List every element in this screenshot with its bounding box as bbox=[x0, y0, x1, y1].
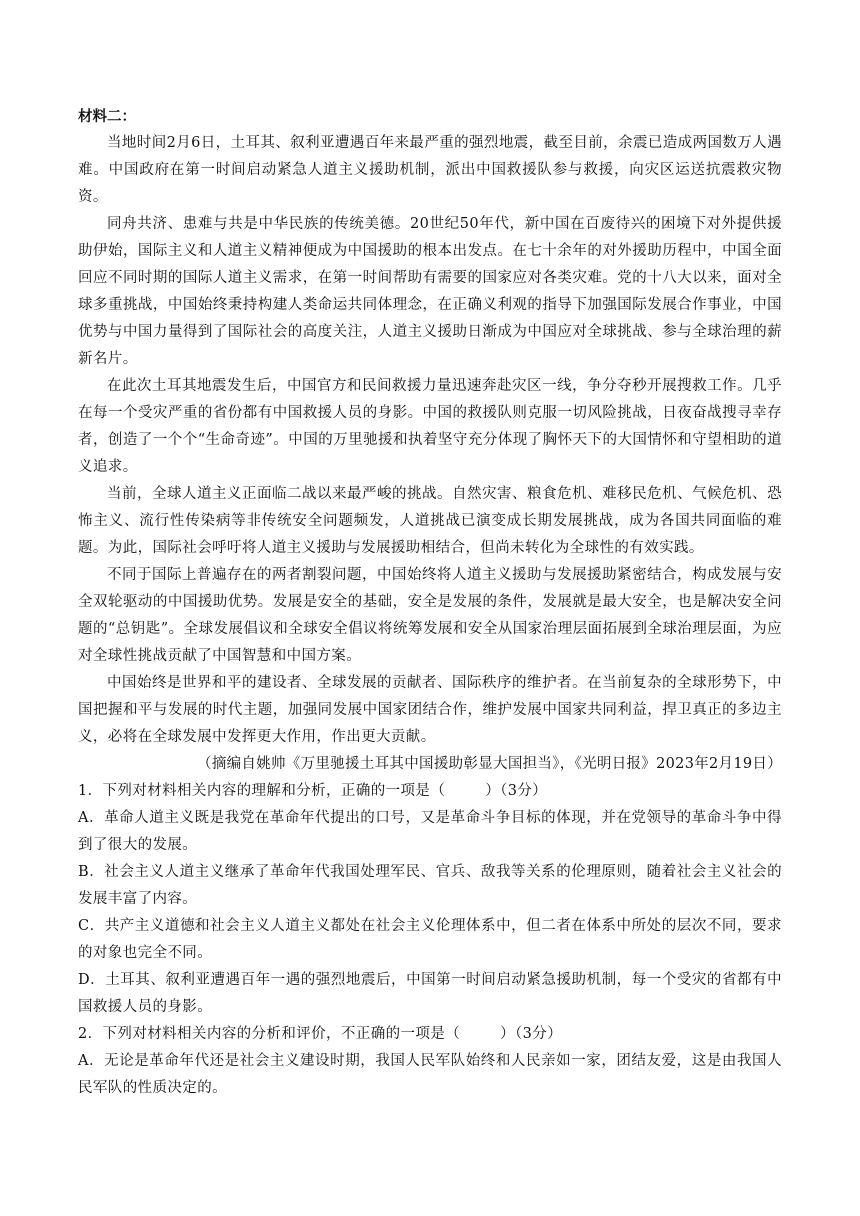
material-paragraph-3: 在此次土耳其地震发生后，中国官方和民间救援力量迅速奔赴灾区一线，争分夺秒开展搜救工作。几乎在每一个受灾严重的省份都有中国救援人员的身影。中国的救援队则克服一切风险挑战，日夜奋战搜寻幸存者，创造了一个个“生命奇迹”。中国的万里驰援和执着坚守充分体现了胸怀天下的大国情怀和守望相助的道义追求。 bbox=[78, 378, 782, 475]
material-paragraph-2: 同舟共济、患难与共是中华民族的传统美德。20世纪50年代，新中国在百废待兴的困境下对外提供援助伊始，国际主义和人道主义精神便成为中国援助的根本出发点。在七十余年的对外援助历程中，中国全面回应不同时期的国际人道主义需求，在第一时间帮助有需要的国家应对各类灾难。党的十八大以来，面对全球多重挑战，中国始终秉持构建人类命运共同体理念，在正确义利观的指导下加强国际发展合作事业，中国优势与中国力量得到了国际社会的高度关注，人道主义援助日渐成为中国应对全球挑战、参与全球治理的薪新名片。 bbox=[78, 216, 782, 367]
question-2-option-a: A．无论是革命年代还是社会主义建设时期，我国人民军队始终和人民亲如一家，团结友爱，这是由我国人民军队的性质决定的。 bbox=[78, 1053, 782, 1096]
material-paragraph-1: 当地时间2月6日，土耳其、叙利亚遭遇百年来最严重的强烈地震，截至目前，余震已造成两国数万人遇难。中国政府在第一时间启动紧急人道主义援助机制，派出中国救援队参与救援，向灾区运送抗震救灾物资。 bbox=[78, 135, 782, 205]
question-2-stem-before: 2．下列对材料相关内容的分析和评价，不正确的一项是（ bbox=[78, 1026, 461, 1042]
material-heading: 材料二： bbox=[78, 108, 136, 125]
question-1-option-d: D．土耳其、叙利亚遭遇百年一遇的强烈地震后，中国第一时间启动紧急援助机制，每一个受灾的省都有中国救援人员的身影。 bbox=[78, 972, 782, 1015]
question-2-stem bbox=[78, 1021, 782, 1048]
question-1-option-c: C．共产主义道德和社会主义人道主义都处在社会主义伦理体系中，但二者在体系中所处的层次不同，要求的对象也完全不同。 bbox=[78, 918, 782, 961]
question-1-stem bbox=[78, 778, 782, 805]
question-1-option-a: A．革命人道主义既是我党在革命年代提出的口号，又是革命斗争目标的体现，并在党领导的革命斗争中得到了很大的发展。 bbox=[78, 810, 782, 853]
material-paragraph-5: 不同于国际上普遍存在的两者割裂问题，中国始终将人道主义援助与发展援助紧密结合，构成发展与安全双轮驱动的中国援助优势。发展是安全的基础，安全是发展的条件，发展就是最大安全，也是解决安全问题的“总钥匙”。全球发展倡议和全球安全倡议将统筹发展和安全从国家治理层面拓展到全球治理层面，为应对全球性挑战贡献了中国智慧和中国方案。 bbox=[78, 567, 782, 664]
question-1-stem-before: 1．下列对材料相关内容的理解和分析，正确的一项是（ bbox=[78, 783, 446, 799]
document-page bbox=[78, 103, 782, 1102]
material-source: （摘编自姚帅《万里驰援土耳其中国援助彰显大国担当》，《光明日报》2023年2月19日） bbox=[197, 756, 782, 772]
question-1-stem-after: ）（3分） bbox=[485, 783, 548, 799]
question-2-stem-after: ）（3分） bbox=[500, 1026, 563, 1042]
material-paragraph-4: 当前，全球人道主义正面临二战以来最严峻的挑战。自然灾害、粮食危机、难移民危机、气候危机、恐怖主义、流行性传染病等非传统安全问题频发，人道挑战已演变成长期发展挑战，成为各国共同面临的难题。为此，国际社会呼吁将人道主义援助与发展援助相结合，但尚未转化为全球性的有效实践。 bbox=[78, 486, 782, 556]
question-1-option-b: B．社会主义人道主义继承了革命年代我国处理军民、官兵、敌我等关系的伦理原则，随着社会主义社会的发展丰富了内容。 bbox=[78, 864, 782, 907]
material-paragraph-6: 中国始终是世界和平的建设者、全球发展的贡献者、国际秩序的维护者。在当前复杂的全球形势下，中国把握和平与发展的时代主题，加强同发展中国家团结合作，维护发展中国家共同利益，捍卫真正的多边主义，必将在全球发展中发挥更大作用，作出更大贡献。 bbox=[78, 675, 782, 745]
